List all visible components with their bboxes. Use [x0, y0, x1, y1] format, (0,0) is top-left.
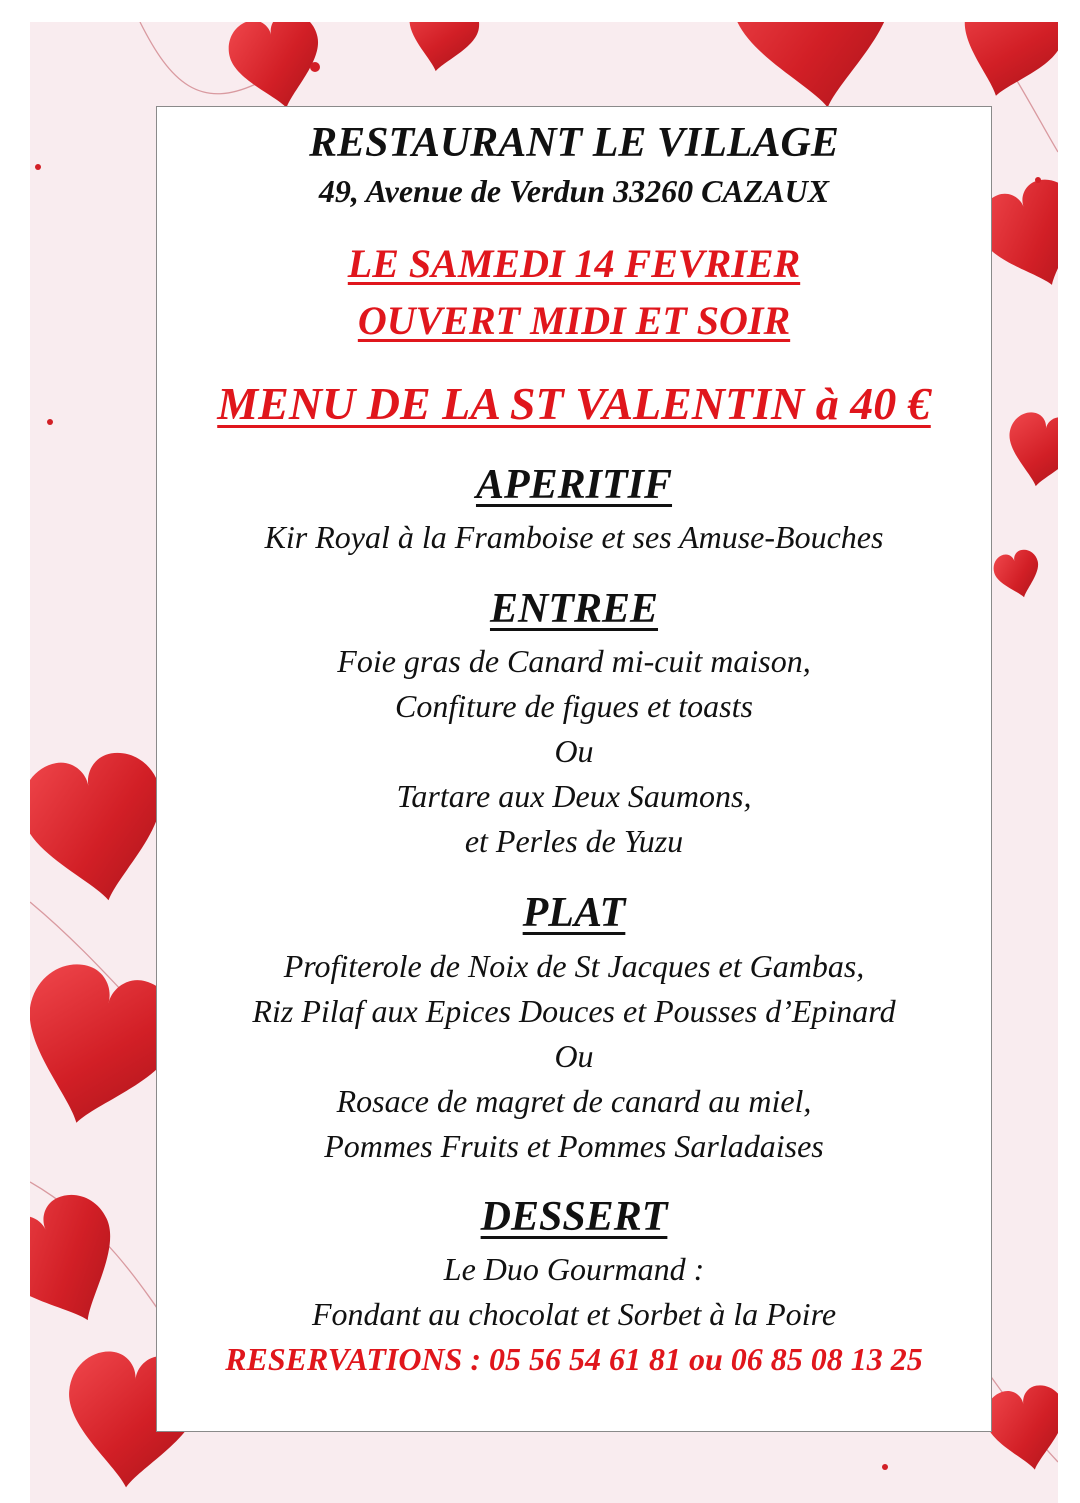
- heart-icon: [401, 22, 482, 77]
- reservations-phone: RESERVATIONS : 05 56 54 61 81 ou 06 85 08 13 25: [225, 1341, 923, 1377]
- event-date: LE SAMEDI 14 FEVRIER: [347, 241, 801, 286]
- poster: [30, 22, 1058, 1503]
- restaurant-name: RESTAURANT LE VILLAGE: [309, 120, 839, 166]
- dish-line: Riz Pilaf aux Epices Douces et Pousses d’Epinard: [252, 993, 896, 1029]
- heart-icon: [990, 547, 1045, 603]
- heart-icon: [30, 1183, 142, 1346]
- section-title-entree: ENTREE: [489, 586, 659, 632]
- dish-line: Kir Royal à la Framboise et ses Amuse-Bouches: [264, 519, 884, 555]
- dish-line: Pommes Fruits et Pommes Sarladaises: [324, 1128, 824, 1164]
- dish-line: Ou: [554, 733, 594, 769]
- dish-line: et Perles de Yuzu: [464, 823, 684, 859]
- dish-line: Tartare aux Deux Saumons,: [396, 778, 752, 814]
- event-hours: OUVERT MIDI ET SOIR: [357, 298, 791, 343]
- section-title-plat: PLAT: [522, 890, 626, 936]
- menu-title: MENU DE LA ST VALENTIN à 40 €: [217, 378, 931, 429]
- section-title-aperitif: APERITIF: [475, 462, 673, 508]
- dish-line: Profiterole de Noix de St Jacques et Gambas,: [283, 948, 865, 984]
- dish-line: Rosace de magret de canard au miel,: [336, 1083, 812, 1119]
- restaurant-address: 49, Avenue de Verdun 33260 CAZAUX: [318, 173, 830, 209]
- heart-icon: [726, 22, 907, 119]
- heart-icon: [981, 1381, 1058, 1476]
- dish-line: Confiture de figues et toasts: [395, 688, 753, 724]
- heart-icon: [948, 22, 1058, 109]
- dish-line: Foie gras de Canard mi-cuit maison,: [337, 643, 811, 679]
- dish-line: Ou: [554, 1038, 594, 1074]
- dish-line: Fondant au chocolat et Sorbet à la Poire: [311, 1296, 837, 1332]
- heart-icon: [1001, 409, 1058, 492]
- dish-line: Le Duo Gourmand :: [443, 1251, 705, 1287]
- menu-card: [156, 106, 992, 1432]
- section-title-dessert: DESSERT: [480, 1194, 668, 1240]
